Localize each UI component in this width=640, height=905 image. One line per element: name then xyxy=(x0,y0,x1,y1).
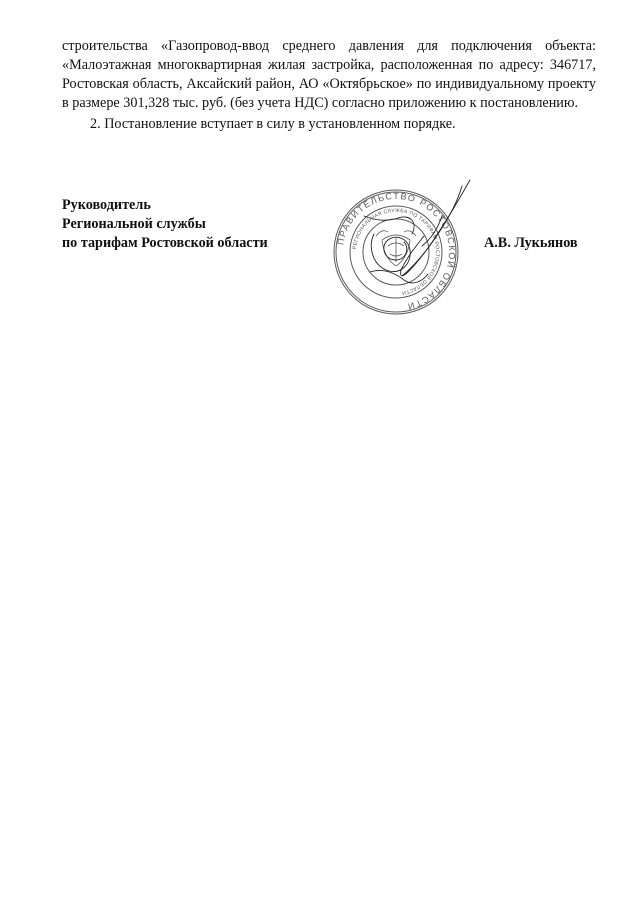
official-seal-with-signature xyxy=(312,176,480,316)
signatory-position xyxy=(62,196,268,253)
seal-inner-ring-text: РЕГИОНАЛЬНАЯ СЛУЖБА ПО ТАРИФАМ РОСТОВСКОЙ ОБЛАСТИ xyxy=(352,207,441,296)
position-line-3: по тарифам Ростовской области xyxy=(62,235,268,251)
position-line-1: Руководитель xyxy=(62,197,151,213)
seal-outer-ring-text: ПРАВИТЕЛЬСТВО РОСТОВСКОЙ ОБЛАСТИ xyxy=(335,190,458,312)
signatory-name: А.В. Лукьянов xyxy=(484,235,578,251)
paragraph-2: 2. Постановление вступает в силу в установленном порядке. xyxy=(90,116,456,132)
paragraph-1: строительства «Газопровод-ввод среднего давления для подключения объекта: «Малоэтажная многоквартирная жилая застройка, расположенная по адресу: 346717, Ростовская область, Аксайский район, АО «Октябрьское» по индивидуальному проекту в размере 301,328 тыс. руб. (без учета НДС) согласно приложению к постановлению. xyxy=(62,38,596,111)
position-line-2: Региональной службы xyxy=(62,216,206,232)
body-text xyxy=(62,37,596,134)
